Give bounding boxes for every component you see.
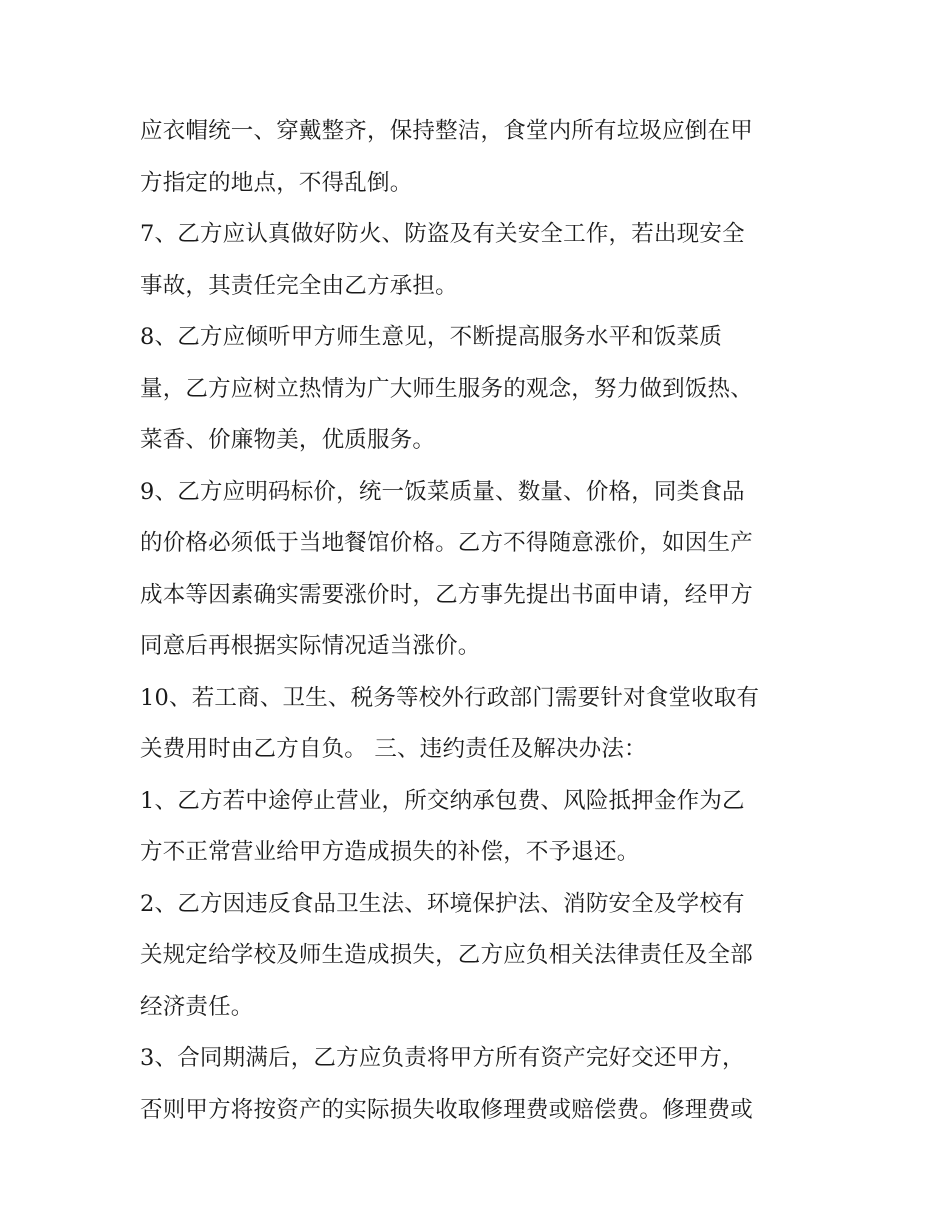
text-line: 8、乙方应倾听甲方师生意见，不断提高服务水平和饭菜质 <box>140 324 723 350</box>
document-body <box>140 106 820 1136</box>
text-line: 的价格必须低于当地餐馆价格。乙方不得随意涨价，如因生产 <box>140 530 753 556</box>
text-line: 3、合同期满后，乙方应负责将甲方所有资产完好交还甲方， <box>140 1045 745 1071</box>
text-line: 菜香、价廉物美，优质服务。 <box>140 427 436 453</box>
text-line: 2、乙方因违反食品卫生法、环境保护法、消防安全及学校有 <box>140 890 745 917</box>
text-line: 成本等因素确实需要涨价时，乙方事先提出书面申请，经甲方 <box>140 581 753 608</box>
text-line: 否则甲方将按资产的实际损失收取修理费或赔偿费。修理费或 <box>140 1096 753 1123</box>
text-line: 10、若工商、卫生、税务等校外行政部门需要针对食堂收取有 <box>140 684 760 711</box>
text-line: 事故，其责任完全由乙方承担。 <box>140 272 458 299</box>
text-line: 同意后再根据实际情况适当涨价。 <box>140 633 481 659</box>
text-line: 应衣帽统一、穿戴整齐，保持整洁，食堂内所有垃圾应倒在甲 <box>140 118 753 144</box>
text-line: 经济责任。 <box>140 993 254 1020</box>
text-line: 9、乙方应明码标价，统一饭菜质量、数量、价格，同类食品 <box>140 478 745 505</box>
text-line: 关规定给学校及师生造成损失，乙方应负相关法律责任及全部 <box>140 942 753 968</box>
text-line: 1、乙方若中途停止营业，所交纳承包费、风险抵押金作为乙 <box>140 787 745 814</box>
text-line: 量，乙方应树立热情为广大师生服务的观念，努力做到饭热、 <box>140 375 753 402</box>
text-line: 关费用时由乙方自负。 三、违约责任及解决办法： <box>140 736 647 762</box>
text-line: 7、乙方应认真做好防火、防盗及有关安全工作，若出现安全 <box>140 221 745 247</box>
text-line: 方指定的地点，不得乱倒。 <box>140 169 413 196</box>
text-line: 方不正常营业给甲方造成损失的补偿，不予退还。 <box>140 839 640 865</box>
